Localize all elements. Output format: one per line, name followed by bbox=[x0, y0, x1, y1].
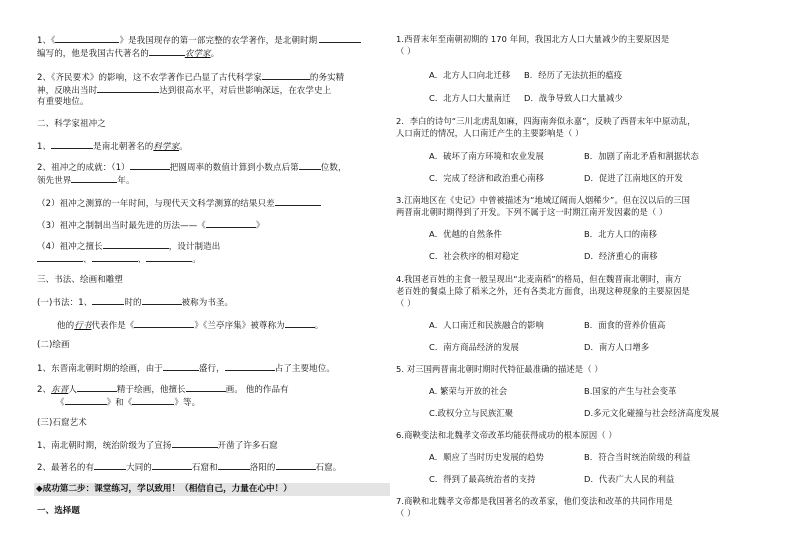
option[interactable] bbox=[429, 452, 544, 463]
text: (三)石窟艺术 bbox=[37, 418, 87, 428]
option[interactable] bbox=[584, 229, 657, 240]
option[interactable] bbox=[429, 173, 544, 184]
text: C．北方人口大量南迁 bbox=[429, 93, 511, 103]
text: 》等。 bbox=[174, 398, 201, 408]
text: 盛行， bbox=[198, 364, 225, 374]
text: 2、最著名的有 bbox=[37, 463, 95, 473]
text: 1、《 bbox=[37, 36, 56, 46]
text: 位数， bbox=[320, 163, 347, 173]
blank bbox=[92, 253, 138, 262]
text: 1、 bbox=[37, 142, 52, 152]
text: 。 bbox=[314, 321, 324, 331]
question-7-stem-2 bbox=[396, 508, 416, 519]
text: A．优越的自然条件 bbox=[429, 229, 502, 239]
text: B.国家的产生与社会变革 bbox=[584, 386, 677, 396]
text: 行书 bbox=[74, 321, 92, 331]
option[interactable] bbox=[584, 173, 683, 184]
line-23 bbox=[37, 461, 341, 474]
blank bbox=[130, 161, 170, 170]
text: 的务实精 bbox=[309, 73, 345, 83]
line-2 bbox=[37, 47, 219, 60]
text: 》《兰亭序集》被尊称为 bbox=[194, 321, 285, 331]
text: 达到很高水平，对后世影响深远，在农学史上 bbox=[159, 86, 332, 96]
text: 代表作是《 bbox=[91, 321, 135, 331]
text: （ ） bbox=[396, 46, 416, 56]
question-1-stem bbox=[396, 34, 669, 45]
text: C．得到了最高统治者的支持 bbox=[429, 474, 536, 484]
heading-painting bbox=[37, 340, 70, 351]
question-3-stem-2 bbox=[396, 207, 667, 218]
blank bbox=[285, 319, 315, 328]
option[interactable] bbox=[584, 342, 649, 353]
text: 3.江南地区在《史记》中曾被描述为“地域辽阔而人烟稀少”。但在汉以后的三国 bbox=[396, 195, 691, 205]
text: 。 bbox=[192, 255, 201, 265]
line-5 bbox=[37, 97, 89, 108]
question-4-stem-2 bbox=[396, 286, 690, 297]
text: (一)书法：1、 bbox=[37, 298, 93, 308]
option[interactable] bbox=[429, 342, 519, 353]
option[interactable] bbox=[429, 151, 544, 162]
practice-banner bbox=[34, 483, 390, 496]
text: 》是我国现存的第一部完整的农学著作，是北朝时期 bbox=[119, 36, 318, 46]
text: 2、祖冲之的成就：（1） bbox=[37, 163, 130, 173]
question-1-stem-2 bbox=[396, 46, 416, 57]
text: D．南方人口增多 bbox=[584, 342, 650, 352]
heading-2 bbox=[37, 119, 106, 130]
blank bbox=[225, 362, 275, 371]
text: 是南北朝著名的 bbox=[93, 142, 154, 152]
question-6-stem bbox=[396, 430, 617, 441]
text: 东晋 bbox=[51, 385, 69, 395]
blank bbox=[262, 71, 310, 80]
option[interactable] bbox=[584, 251, 658, 262]
blank bbox=[163, 362, 199, 371]
line-22 bbox=[37, 439, 278, 452]
text: 》和《 bbox=[106, 398, 133, 408]
text: （4）祖冲之擅长 bbox=[37, 242, 103, 252]
option[interactable] bbox=[584, 151, 699, 162]
text: 2．李白的诗句“三川北虏乱如麻，四海南奔似永嘉”，反映了西晋末年中原动乱， bbox=[396, 116, 696, 126]
text: 神，反映出当时 bbox=[37, 86, 98, 96]
text: 2、《齐民要术》的影响，这不农学著作已凸显了古代科学家 bbox=[37, 73, 262, 83]
option[interactable] bbox=[429, 386, 507, 397]
blank bbox=[65, 396, 107, 405]
blank bbox=[149, 47, 185, 56]
text: 老百姓的餐桌上除了稻米之外，还有各类北方面食，出现这种现象的主要原因是 bbox=[396, 286, 690, 296]
question-7-stem bbox=[396, 496, 673, 507]
heading-grotto bbox=[37, 418, 87, 429]
text: C.政权分立与民族汇聚 bbox=[429, 408, 514, 418]
line-1 bbox=[37, 34, 361, 47]
text: 石窟。 bbox=[315, 463, 342, 473]
option[interactable] bbox=[429, 251, 519, 262]
text: D．经济重心的南移 bbox=[584, 251, 658, 261]
text: A．人口南迁和民族融合的影响 bbox=[429, 320, 544, 330]
line-11 bbox=[37, 219, 265, 232]
text: 洛阳的 bbox=[249, 463, 276, 473]
text: 。 bbox=[179, 142, 188, 152]
blank bbox=[132, 396, 174, 405]
option[interactable] bbox=[429, 70, 510, 81]
blank bbox=[92, 296, 124, 305]
text: B．北方人口的南移 bbox=[584, 229, 657, 239]
line-4 bbox=[37, 84, 331, 97]
banner-text: ◆成功第二步：课堂练习，学以致用！（相信自己，力量在心中！） bbox=[36, 484, 292, 494]
question-2-stem bbox=[396, 116, 696, 127]
blank bbox=[206, 219, 256, 228]
option[interactable] bbox=[429, 229, 502, 240]
text: 人口南迁的情况，人口南迁产生的主要影响是（ ） bbox=[396, 128, 584, 138]
blank bbox=[275, 197, 321, 206]
blank bbox=[186, 383, 226, 392]
text: 时的 bbox=[124, 298, 142, 308]
text: 科学家 bbox=[153, 142, 180, 152]
text: 把圆周率的数值计算到小数点后第 bbox=[169, 163, 299, 173]
text: 1、南北朝时期，统治阶级为了宣扬 bbox=[37, 441, 172, 451]
text: 大同的 bbox=[126, 463, 152, 473]
text: 三、书法、绘画和雕塑 bbox=[37, 275, 124, 285]
blank bbox=[299, 161, 321, 170]
question-4-stem bbox=[396, 274, 682, 285]
option[interactable] bbox=[429, 93, 510, 104]
line-12 bbox=[37, 240, 220, 253]
text: A．顺应了当时历史发展的趋势 bbox=[429, 452, 544, 462]
option[interactable] bbox=[584, 452, 691, 463]
text: A．破坏了南方环境和农业发展 bbox=[429, 151, 544, 161]
text: 占了主要地位。 bbox=[274, 364, 335, 374]
line-18 bbox=[37, 362, 335, 375]
text: 农学家 bbox=[184, 49, 211, 59]
question-5-stem bbox=[396, 364, 603, 375]
text: 领先世界 bbox=[37, 176, 72, 186]
text: 画。 他的作品有 bbox=[225, 385, 289, 395]
text: ，设计制造出 bbox=[168, 242, 221, 252]
option[interactable] bbox=[524, 70, 622, 81]
text: D.多元文化碰撞与社会经济高度发展 bbox=[584, 408, 720, 418]
text: （ ） bbox=[396, 298, 416, 308]
blank bbox=[134, 319, 194, 328]
text: 1、东晋南北朝时期的绘画，由于 bbox=[37, 364, 163, 374]
line-8 bbox=[37, 161, 347, 174]
line-13 bbox=[37, 253, 201, 266]
text: 编写的，他是我国古代著名的 bbox=[37, 49, 149, 59]
text: 年。 bbox=[117, 176, 135, 186]
text: 4.我国老百姓的主食一般呈现出“北麦南稻”的格局，但在魏晋南北朝时，南方 bbox=[396, 274, 682, 284]
option[interactable] bbox=[584, 408, 719, 419]
line-10 bbox=[37, 197, 321, 210]
text: A. 繁荣与开放的社会 bbox=[429, 386, 508, 396]
blank bbox=[172, 439, 218, 448]
text: 他的 bbox=[57, 321, 75, 331]
blank bbox=[71, 174, 117, 183]
line-9 bbox=[37, 174, 135, 187]
text: B．加剧了南北矛盾和割据状态 bbox=[584, 151, 699, 161]
text: B．符合当时统治阶级的利益 bbox=[584, 452, 691, 462]
section-choice bbox=[37, 506, 80, 517]
blank bbox=[146, 253, 192, 262]
text: 一、选择题 bbox=[37, 506, 81, 516]
text: 7.商鞅和北魏孝文帝都是我国著名的改革家，他们变法和改革的共同作用是 bbox=[396, 496, 673, 506]
line-19 bbox=[37, 383, 289, 396]
text: 开凿了许多石窟 bbox=[217, 441, 278, 451]
blank bbox=[152, 461, 192, 470]
blank bbox=[94, 461, 126, 470]
text: B．面食的营养价值高 bbox=[584, 320, 666, 330]
option[interactable] bbox=[524, 93, 623, 104]
blank bbox=[276, 461, 316, 470]
blank bbox=[218, 461, 250, 470]
text: 5. 对三国两晋南北朝时期时代特征最准确的描述是（ ） bbox=[396, 364, 603, 374]
blank bbox=[319, 34, 361, 43]
text: B．经历了无法抗拒的瘟疫 bbox=[524, 70, 623, 80]
option[interactable] bbox=[584, 320, 665, 331]
line-7 bbox=[37, 140, 188, 153]
line-16 bbox=[57, 319, 323, 332]
text: 1.西晋末年至南朝初期的 170 年间，我国北方人口大量减少的主要原因是 bbox=[396, 34, 670, 44]
text: 两晋南北朝时期得到了开发。下列不属于这一时期江南开发因素的是（ ） bbox=[396, 207, 668, 217]
blank bbox=[55, 34, 119, 43]
option[interactable] bbox=[429, 408, 513, 419]
text: 》 bbox=[255, 221, 265, 231]
blank bbox=[103, 240, 169, 249]
text: 人 bbox=[68, 385, 77, 395]
text: 石窟和 bbox=[191, 463, 218, 473]
text: 有重要地位。 bbox=[37, 97, 89, 107]
question-3-stem bbox=[396, 195, 690, 206]
option[interactable] bbox=[429, 320, 544, 331]
blank bbox=[97, 84, 159, 93]
text: （2）祖冲之测算的一年时间，与现代天文科学测算的结果只差 bbox=[37, 199, 275, 209]
line-20 bbox=[56, 396, 200, 409]
text: 、 bbox=[137, 255, 147, 265]
blank bbox=[142, 296, 182, 305]
text: C．完成了经济和政治重心南移 bbox=[429, 173, 545, 183]
text: 2、 bbox=[37, 385, 52, 395]
blank bbox=[51, 140, 93, 149]
question-4-stem-3 bbox=[396, 298, 416, 309]
text: 、 bbox=[83, 255, 92, 265]
text: D．代表广大人民的利益 bbox=[584, 474, 675, 484]
option[interactable] bbox=[584, 386, 677, 397]
question-2-stem-2 bbox=[396, 128, 583, 139]
text: （ ） bbox=[396, 508, 416, 518]
text: 6.商鞅变法和北魏孝文帝改革均能获得成功的根本原因（ ） bbox=[396, 430, 617, 440]
option[interactable] bbox=[584, 474, 674, 485]
text: 《 bbox=[56, 398, 65, 408]
blank bbox=[77, 383, 117, 392]
text: 精于绘画，他擅长 bbox=[116, 385, 186, 395]
text: D．促进了江南地区的开发 bbox=[584, 173, 683, 183]
line-15 bbox=[37, 296, 233, 309]
text: D．战争导致人口大量减少 bbox=[524, 93, 623, 103]
heading-3 bbox=[37, 275, 123, 286]
text: C．南方商品经济的发展 bbox=[429, 342, 519, 352]
blank bbox=[37, 253, 83, 262]
text: 。 bbox=[210, 49, 220, 59]
text: A．北方人口向北迁移 bbox=[429, 70, 511, 80]
text: (二)绘画 bbox=[37, 340, 70, 350]
line-3 bbox=[37, 71, 344, 84]
text: 二、科学家祖冲之 bbox=[37, 119, 106, 129]
text: C．社会秩序的相对稳定 bbox=[429, 251, 519, 261]
text: （3）祖冲之制制出当时最先进的历法——《 bbox=[37, 221, 206, 231]
option[interactable] bbox=[429, 474, 536, 485]
text: 被称为书圣。 bbox=[181, 298, 234, 308]
